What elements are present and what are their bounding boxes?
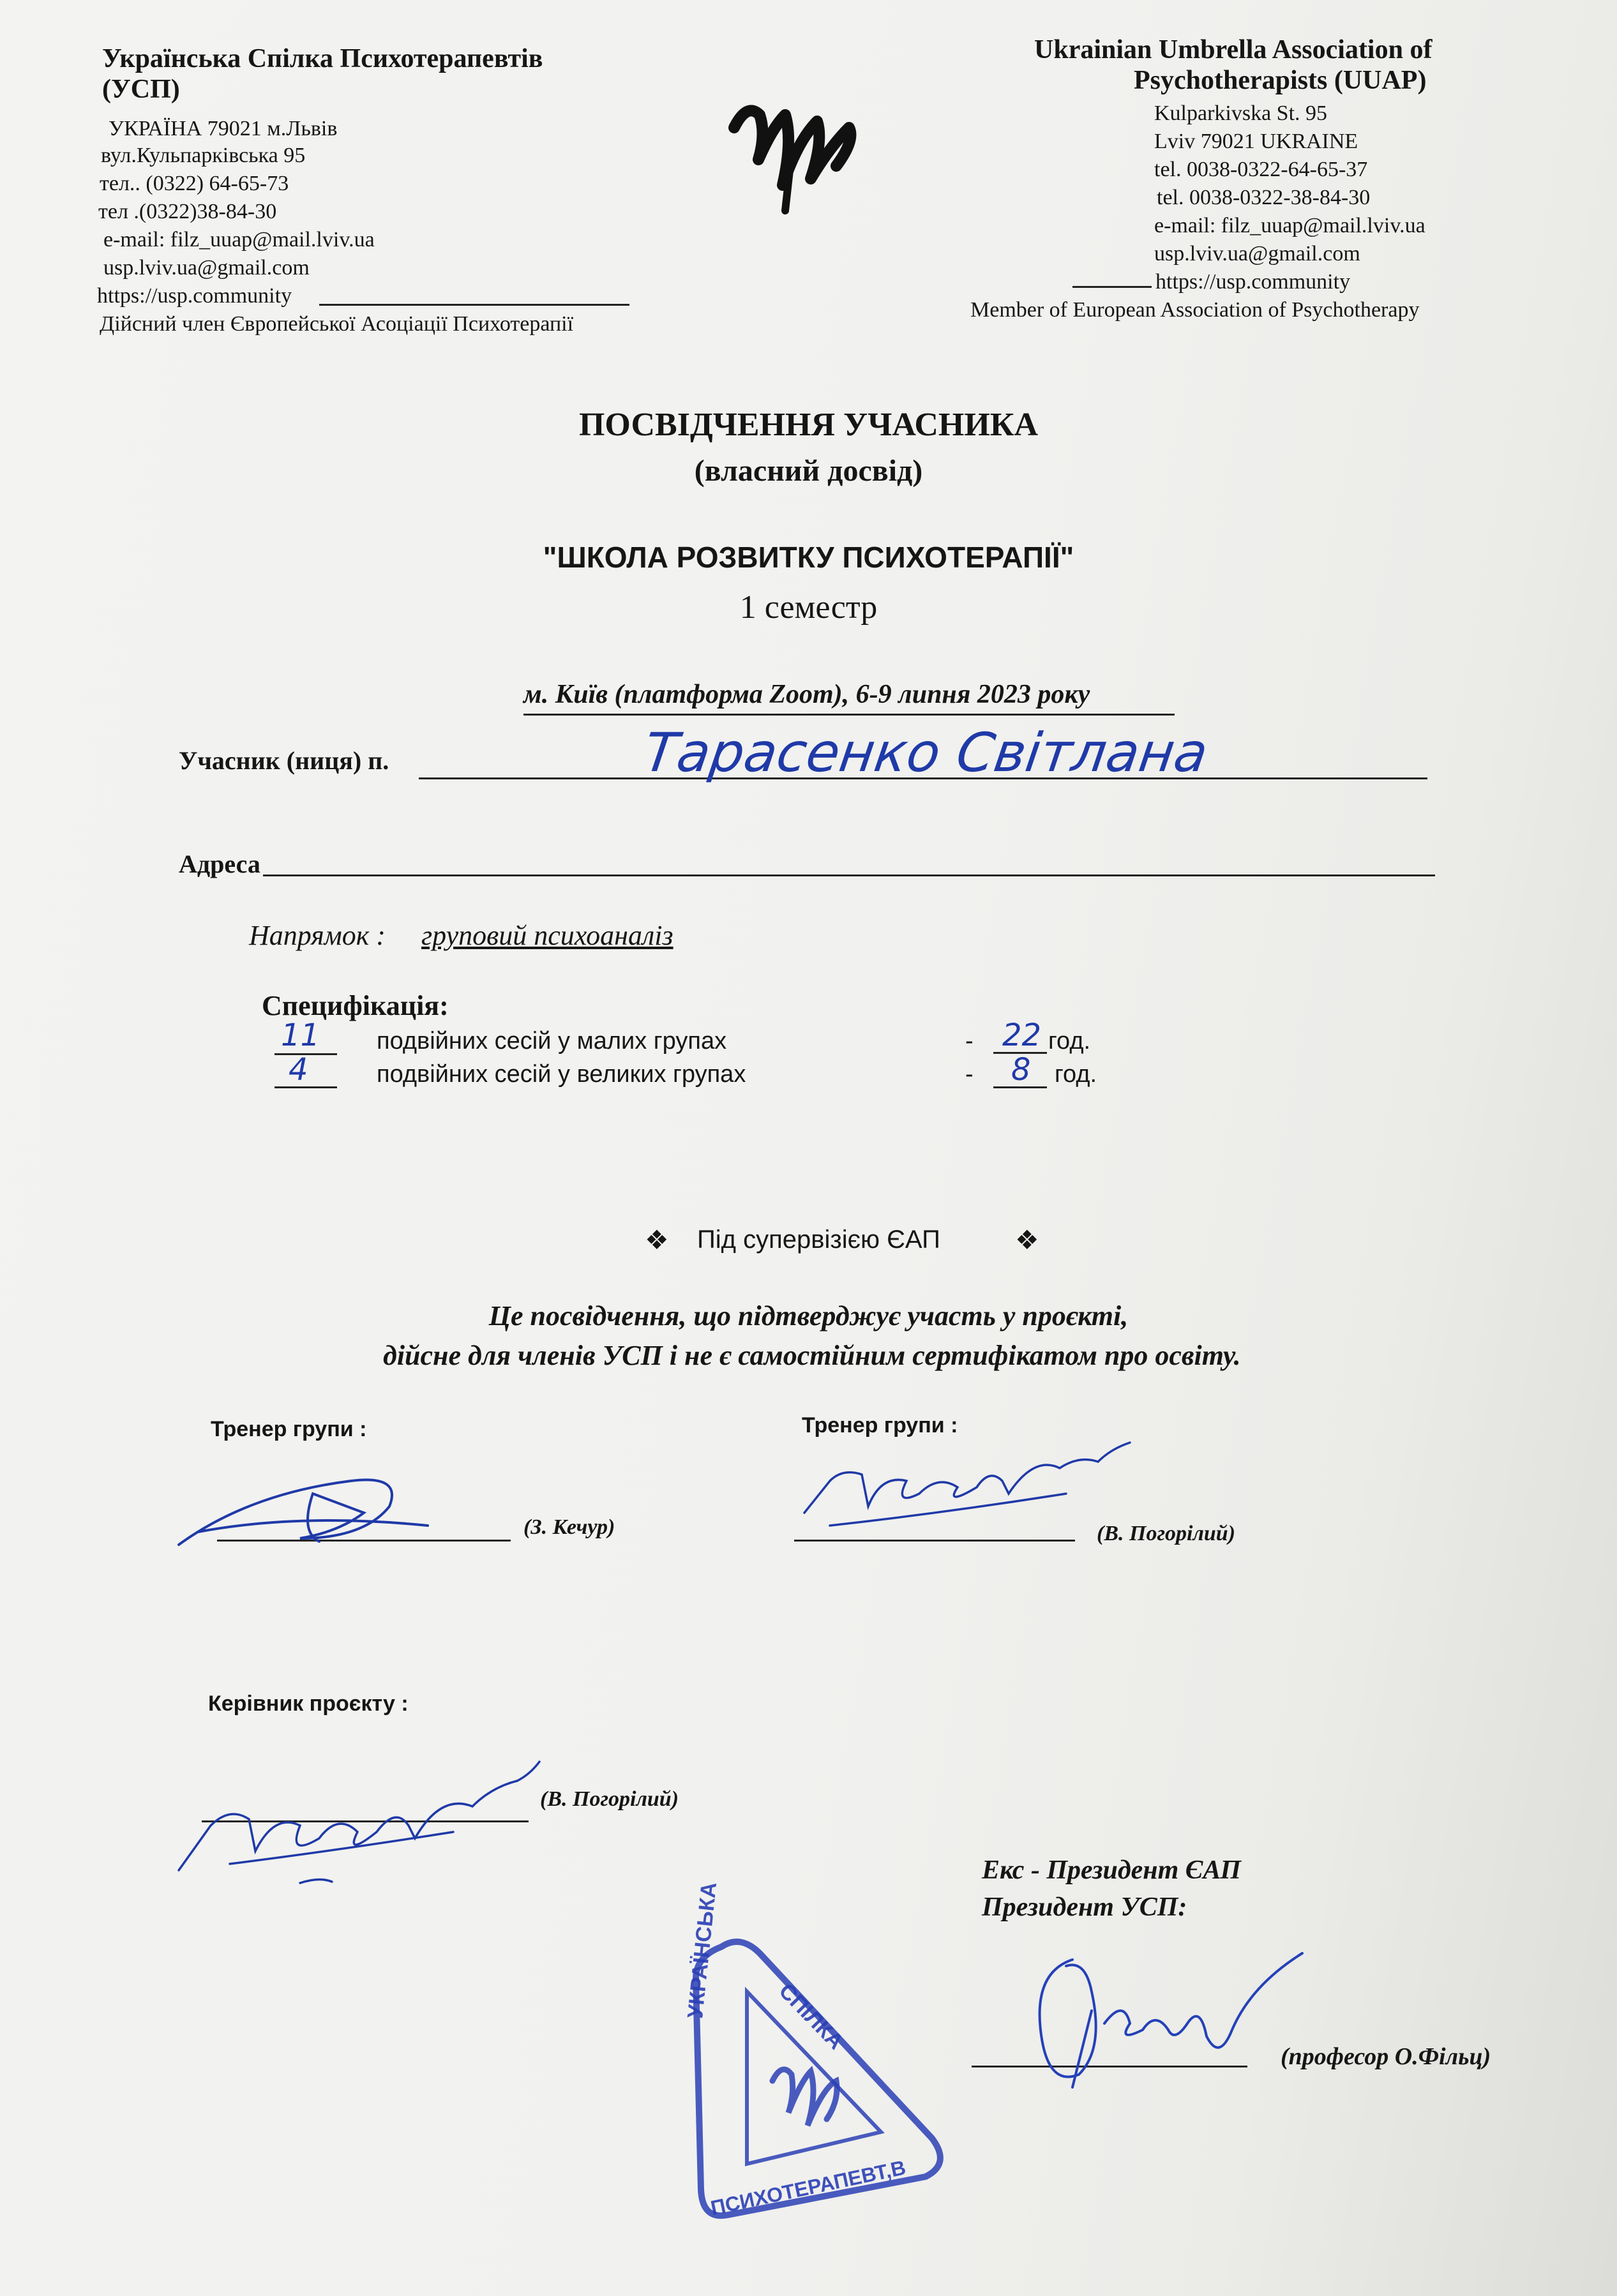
address-line — [263, 874, 1435, 876]
spec-count: 11 — [281, 1017, 320, 1053]
spec-count: 4 — [289, 1052, 308, 1088]
note-line-2: дійсне для членів УСП і не є самостійним сертифікатом про освіту. — [383, 1340, 1241, 1371]
address-line-2-en: Lviv 79021 UKRAINE — [1154, 130, 1358, 153]
org-name-en: Ukrainian Umbrella Association of — [1034, 35, 1433, 64]
phone-2-en: tel. 0038-0322-38-84-30 — [1157, 186, 1371, 209]
stamp-text-bottom: ПСИХОТЕРАПЕВТ,В — [709, 2156, 908, 2220]
phone-1-en: tel. 0038-0322-64-65-37 — [1154, 158, 1368, 181]
trainer-label-1: Тренер групи : — [211, 1417, 367, 1441]
website-en: https://usp.community — [1155, 270, 1351, 294]
address-label: Адреса — [179, 850, 260, 878]
note-line-1: Це посвідчення, що підтверджує участь у проєкті, — [488, 1300, 1129, 1332]
org-abbr-en: Psychotherapists (UUAP) — [1134, 66, 1427, 95]
address-line-2: вул.Кульпарківська 95 — [101, 144, 306, 167]
stamp-text-top: СПІЛКА — [774, 1979, 848, 2055]
supervision: Під супервізією ЄАП — [697, 1226, 940, 1254]
spec-count-line — [275, 1086, 337, 1088]
trainer-label-2: Тренер групи : — [802, 1413, 958, 1437]
manager-name: (В. Погорілий) — [540, 1787, 679, 1811]
president-title-2: Президент УСП: — [982, 1893, 1187, 1922]
phone-1: тел.. (0322) 64-65-73 — [100, 172, 289, 195]
participant-name: Тарасенко Світлана — [640, 721, 1212, 784]
spec-unit: год. — [1055, 1061, 1097, 1088]
address-line-1-en: Kulparkivska St. 95 — [1154, 101, 1328, 125]
semester: 1 семестр — [739, 589, 878, 626]
logo — [721, 89, 875, 217]
email-2: usp.lviv.ua@gmail.com — [103, 256, 310, 280]
location-date: м. Київ (платформа Zoom), 6-9 липня 2023 року — [523, 680, 1090, 709]
email-1-en: e-mail: filz_uuap@mail.lviv.ua — [1154, 214, 1425, 237]
spec-dash: - — [965, 1061, 974, 1088]
spec-hours: 8 — [1011, 1052, 1031, 1088]
spec-hours: 22 — [1002, 1017, 1042, 1053]
program-name: "ШКОЛА РОЗВИТКУ ПСИХОТЕРАПІЇ" — [543, 541, 1074, 574]
address-line-1: УКРАЇНА 79021 м.Львів — [109, 117, 338, 140]
trainer-name-2: (В. Погорілий) — [1097, 1522, 1236, 1545]
email-2-en: usp.lviv.ua@gmail.com — [1154, 242, 1360, 266]
direction-value: груповий психоаналіз — [421, 920, 673, 951]
certificate-title: ПОСВІДЧЕННЯ УЧАСНИКА — [578, 407, 1039, 443]
org-name-ua: Українська Спілка Психотерапевтів — [102, 44, 543, 73]
specification-label: Специфікація: — [262, 990, 449, 1021]
participant-label: Учасник (ниця) п. — [179, 746, 389, 775]
signature-president — [996, 1934, 1315, 2100]
phone-2: тел .(0322)38-84-30 — [98, 200, 277, 223]
membership: Дійсний член Європейської Асоціації Психотерапії — [100, 312, 574, 336]
signature-trainer-2 — [792, 1417, 1149, 1545]
trainer-name-1: (З. Кечур) — [523, 1515, 615, 1539]
president-name: (професор О.Фільц) — [1281, 2043, 1491, 2070]
spec-description: подвійних сесій у великих групах — [377, 1061, 746, 1088]
direction-label: Напрямок : — [249, 920, 386, 951]
diamond-icon: ❖ — [645, 1226, 669, 1256]
stamp — [670, 1880, 951, 2228]
header-rule-left — [319, 304, 629, 306]
diamond-icon: ❖ — [1015, 1226, 1039, 1256]
spec-unit: год. — [1048, 1028, 1091, 1054]
certificate-subtitle: (власний досвід) — [694, 454, 923, 488]
signature-manager — [172, 1736, 543, 1889]
website: https://usp.community — [97, 284, 292, 308]
signature-trainer-1 — [172, 1455, 440, 1557]
email-1: e-mail: filz_uuap@mail.lviv.ua — [103, 228, 375, 251]
location-underline — [523, 714, 1175, 716]
president-title-1: Екс - Президент ЄАП — [982, 1856, 1242, 1885]
header-rule-right — [1072, 286, 1152, 288]
spec-description: подвійних сесій у малих групах — [377, 1028, 727, 1054]
spec-dash: - — [965, 1028, 974, 1054]
logo-graphic — [721, 89, 875, 217]
membership-en: Member of European Association of Psychotherapy — [970, 298, 1420, 322]
org-abbr-ua: (УСП) — [102, 75, 180, 104]
stamp-text-left: УКРАЇНСЬКА — [683, 1880, 722, 2020]
manager-label: Керівник проєкту : — [208, 1692, 409, 1716]
spec-hours-line — [993, 1086, 1047, 1088]
